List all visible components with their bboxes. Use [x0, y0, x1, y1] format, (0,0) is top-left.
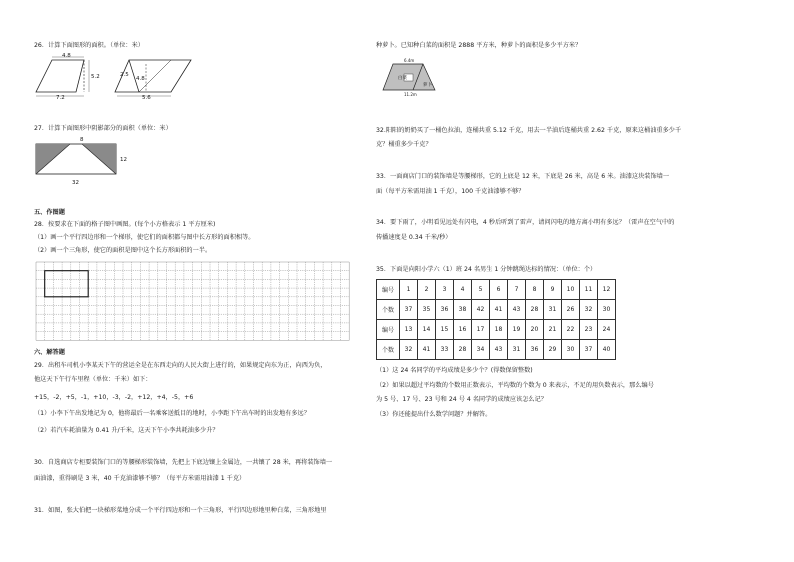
- table-row: [377, 300, 616, 320]
- question-31-continued: 种萝卜。已知种白菜的面积是 2888 平方米，种萝卜的面积是多少平方米？: [376, 42, 582, 49]
- table-cell: 23: [580, 320, 598, 340]
- question-29-text: 他这天下午行车里程（单位：千米）如下：: [34, 376, 152, 383]
- mileage-list: +15，-2，+5，-1，+10，-3，-2，+12，+4，-5，+6: [34, 394, 194, 401]
- table-row: [377, 340, 616, 360]
- label-bottom: 11.2m: [404, 92, 417, 97]
- table-cell: 编号: [377, 320, 400, 340]
- label-left: 白菜: [398, 76, 407, 81]
- question-33-text: 面（每平方米需用油 1 千克），100 千克油漆够不够？: [376, 188, 525, 195]
- table-cell: 30: [598, 300, 616, 320]
- table-cell: 41: [418, 340, 436, 360]
- label-right: 12: [120, 157, 127, 163]
- label-bottom: 7.2: [56, 95, 65, 101]
- table-cell: 个数: [377, 300, 400, 320]
- table-cell: 8: [526, 280, 544, 300]
- label-bottom: 32: [72, 180, 79, 186]
- table-cell: 36: [436, 300, 454, 320]
- table-cell: 43: [508, 300, 526, 320]
- table-cell: 16: [454, 320, 472, 340]
- table-cell: 33: [436, 340, 454, 360]
- table-row: [377, 320, 616, 340]
- table-cell: 6: [490, 280, 508, 300]
- trapezoid-figure: [383, 60, 439, 96]
- question-35-part-3: （3）你还能提出什么数学问题？并解答。: [376, 411, 492, 418]
- table-cell: 18: [490, 320, 508, 340]
- question-29-part-2: （2）若汽车耗油量为 0.41 升/千米，这天下午小李共耗油多少升？: [34, 427, 219, 434]
- section-title: 六、解答题: [34, 349, 65, 356]
- question-35-part-2: （2）如果以超过平均数的个数用正数表示，平均数的个数为 0 来表示，不足的用负数表示，那么编号: [376, 382, 654, 389]
- label-b: 4.8: [136, 76, 145, 82]
- table-cell: 29: [544, 340, 562, 360]
- table-cell: 32: [580, 300, 598, 320]
- label-a: 2.5: [120, 72, 129, 78]
- question-29-part-1: （1）小李下午出发地记为 0，他将最后一名乘客送抵目的地时，小李距下午出车时的出发地有多远？: [34, 410, 310, 417]
- table-cell: 40: [598, 340, 616, 360]
- question-30: 30．自选商店专柜要装饰门口的等腰梯形装饰墙，先把上下底边镶上金属边，一共镶了 28 米，再将装饰墙一: [34, 459, 333, 466]
- question-34: 34．要下雨了，小明看见远处有闪电，4 秒后听到了雷声，请问闪电的地方离小明有多远？（雷声在空气中的: [376, 219, 675, 226]
- table-cell: 21: [544, 320, 562, 340]
- table-cell: 43: [490, 340, 508, 360]
- table-cell: 13: [400, 320, 418, 340]
- table-cell: 4: [454, 280, 472, 300]
- table-row: [377, 280, 616, 300]
- question-33: 33．一面商店门口的装饰墙是等腰梯形，它的上底是 12 米，下底是 26 米，高是 6 米。油漆这块装饰墙一: [376, 173, 670, 180]
- label-top: 6.4m: [404, 58, 415, 63]
- question-32-text: 克？桶重多少千克？: [376, 141, 432, 148]
- table-cell: 36: [526, 340, 544, 360]
- question-28-part-1: （1）画一个平行四边形和一个梯形，使它们的面积都与图中长方形的面积相等。: [34, 234, 255, 241]
- table-cell: 3: [436, 280, 454, 300]
- table-cell: 24: [598, 320, 616, 340]
- table-cell: 19: [508, 320, 526, 340]
- reference-rectangle: [45, 271, 88, 297]
- question-29: 29．出租车司机小李某天下午的营运全是在东西走向的人民大街上进行的，如果规定向东为正，向西为负，: [34, 362, 327, 369]
- table-cell: 5: [472, 280, 490, 300]
- table-cell: 37: [400, 300, 418, 320]
- drawing-grid[interactable]: [36, 262, 356, 342]
- table-cell: 32: [400, 340, 418, 360]
- section-title: 五、作图题: [34, 209, 65, 216]
- question-35-part-1: （1）这 24 名同学的平均成绩是多少个？(得数保留整数): [376, 367, 533, 374]
- label-top: 4.8: [62, 53, 71, 59]
- table-cell: 14: [418, 320, 436, 340]
- table-cell: 10: [562, 280, 580, 300]
- question-35-part-2-text: 为 5 号、17 号、23 号和 24 号 4 名同学的成绩应该怎么记？: [376, 396, 547, 403]
- table-cell: 22: [562, 320, 580, 340]
- table-cell: 34: [472, 340, 490, 360]
- table-cell: 9: [544, 280, 562, 300]
- label-right: 萝卜: [423, 83, 432, 88]
- table-cell: 31: [544, 300, 562, 320]
- table-cell: 41: [490, 300, 508, 320]
- question-31: 31．如图，张大伯把一块梯形菜地分成一个平行四边形和一个三角形，平行四边形地里种白菜，三角形地里: [34, 507, 327, 514]
- table-cell: 30: [562, 340, 580, 360]
- composite-figure: [115, 56, 195, 100]
- question-27: 27．计算下面图形中阴影部分的面积（单位：米）: [34, 125, 172, 132]
- table-cell: 12: [598, 280, 616, 300]
- table-cell: 38: [454, 300, 472, 320]
- table-cell: 37: [580, 340, 598, 360]
- question-35: 35．下面是向阳小学六（1）班 24 名男生 1 分钟跳绳达标的情况：（单位：个）: [376, 266, 597, 273]
- table-cell: 2: [418, 280, 436, 300]
- table-cell: 编号: [377, 280, 400, 300]
- label-c: 5.6: [142, 95, 151, 101]
- table-cell: 15: [436, 320, 454, 340]
- table-cell: 1: [400, 280, 418, 300]
- table-cell: 11: [580, 280, 598, 300]
- table-cell: 42: [472, 300, 490, 320]
- question-28-part-2: （2）画一个三角形，使它的面积是图中这个长方形面积的一半。: [34, 247, 212, 254]
- table-cell: 31: [508, 340, 526, 360]
- label-top: 8: [80, 137, 84, 143]
- table-cell: 28: [454, 340, 472, 360]
- jump-rope-table: [376, 279, 616, 360]
- table-cell: 个数: [377, 340, 400, 360]
- question-34-text: 传播速度是 0.34 千米/秒）: [376, 234, 452, 241]
- table-cell: 26: [562, 300, 580, 320]
- shaded-rectangle-figure: [36, 140, 126, 180]
- question-32: 32.阳阳的奶奶买了一桶色拉油，连桶共重 5.12 千克，用去一半油后连桶共重 2.62 千克，原来这桶油重多少千: [376, 127, 682, 134]
- table-cell: 28: [526, 300, 544, 320]
- question-30-text: 面油漆，重得刷是 3 米，40 千克油漆够不够？（每平方米需用油漆 1 千克）: [34, 475, 246, 482]
- label-side: 5.2: [91, 74, 100, 80]
- table-cell: 20: [526, 320, 544, 340]
- table-cell: 35: [418, 300, 436, 320]
- table-cell: 7: [508, 280, 526, 300]
- question-26: 26．计算下面图形的面积。（单位：米）: [34, 42, 144, 49]
- table-cell: 17: [472, 320, 490, 340]
- question-28: 28．按要求在下面的格子图中画图。(每个小方格表示 1 平方厘米): [34, 221, 216, 228]
